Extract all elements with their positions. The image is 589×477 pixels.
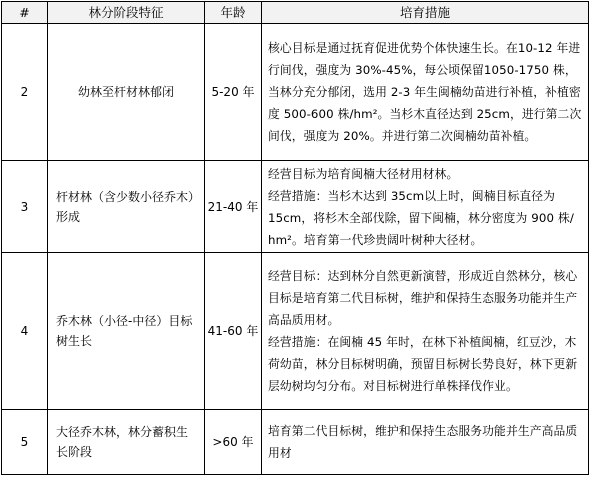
header-measures: 培育措施 — [262, 2, 589, 24]
row-age: >60 年 — [205, 410, 262, 475]
header-age: 年龄 — [205, 2, 262, 24]
header-row — [2, 2, 589, 24]
forest-management-table — [1, 1, 589, 475]
measure-text: 核心目标是通过抚育促进优势个体快速生长。在10-12 年进行间伐，强度为 30%-45%，每公顷保留1050-1750 株，当林分充分郁闭，选用 2-3 年生闽楠幼苗进行补植，补植密度 500-600 株/hm²。当杉木直径达到 25cm，进行第二次间伐，强度为 20%。并进行第二次闽楠幼苗补植。 — [268, 41, 582, 143]
row-stage: 杆材林（含少数小径乔木）形成 — [48, 161, 205, 253]
table-row — [2, 24, 589, 161]
measure-goal: 经营目标：达到林分自然更新演替，形成近自然林分，核心目标是培育第二代目标树，维护和保持生态服务功能并生产高品质用材。 — [268, 269, 578, 327]
row-num: 3 — [2, 161, 48, 253]
measure-action: 经营措施：在闽楠 45 年时，在林下补植闽楠，红豆沙，木荷幼苗，林分目标树明确，预留目标树长势良好，林下更新层幼树均匀分布。对目标树进行单株择伐作业。 — [268, 335, 578, 393]
row-num: 4 — [2, 253, 48, 410]
row-stage: 大径乔木林，林分蓄积生长阶段 — [48, 410, 205, 475]
row-measures — [262, 253, 589, 410]
row-measures — [262, 410, 589, 475]
row-stage: 乔木林（小径-中径）目标树生长 — [48, 253, 205, 410]
row-age: 21-40 年 — [205, 161, 262, 253]
measure-action: 经营措施：当杉木达到 35cm以上时，闽楠目标直径为 15cm，将杉木全部伐除，留下闽楠，林分密度为 900 株/ hm²。培育第一代珍贵阔叶树种大径材。 — [268, 188, 574, 247]
row-num: 5 — [2, 410, 48, 475]
header-stage: 林分阶段特征 — [48, 2, 205, 24]
row-num: 2 — [2, 24, 48, 161]
measure-text: 培育第二代目标树，维护和保持生态服务功能并生产高品质用材 — [268, 424, 578, 460]
table-row — [2, 161, 589, 253]
row-stage: 幼林至杆材林郁闭 — [48, 24, 205, 161]
table-row — [2, 410, 589, 475]
row-measures — [262, 161, 589, 253]
measure-goal: 经营目标为培育闽楠大径材用材林。 — [268, 166, 459, 181]
table-row — [2, 253, 589, 410]
row-age: 41-60 年 — [205, 253, 262, 410]
row-measures — [262, 24, 589, 161]
row-age: 5-20 年 — [205, 24, 262, 161]
header-num: # — [2, 2, 48, 24]
